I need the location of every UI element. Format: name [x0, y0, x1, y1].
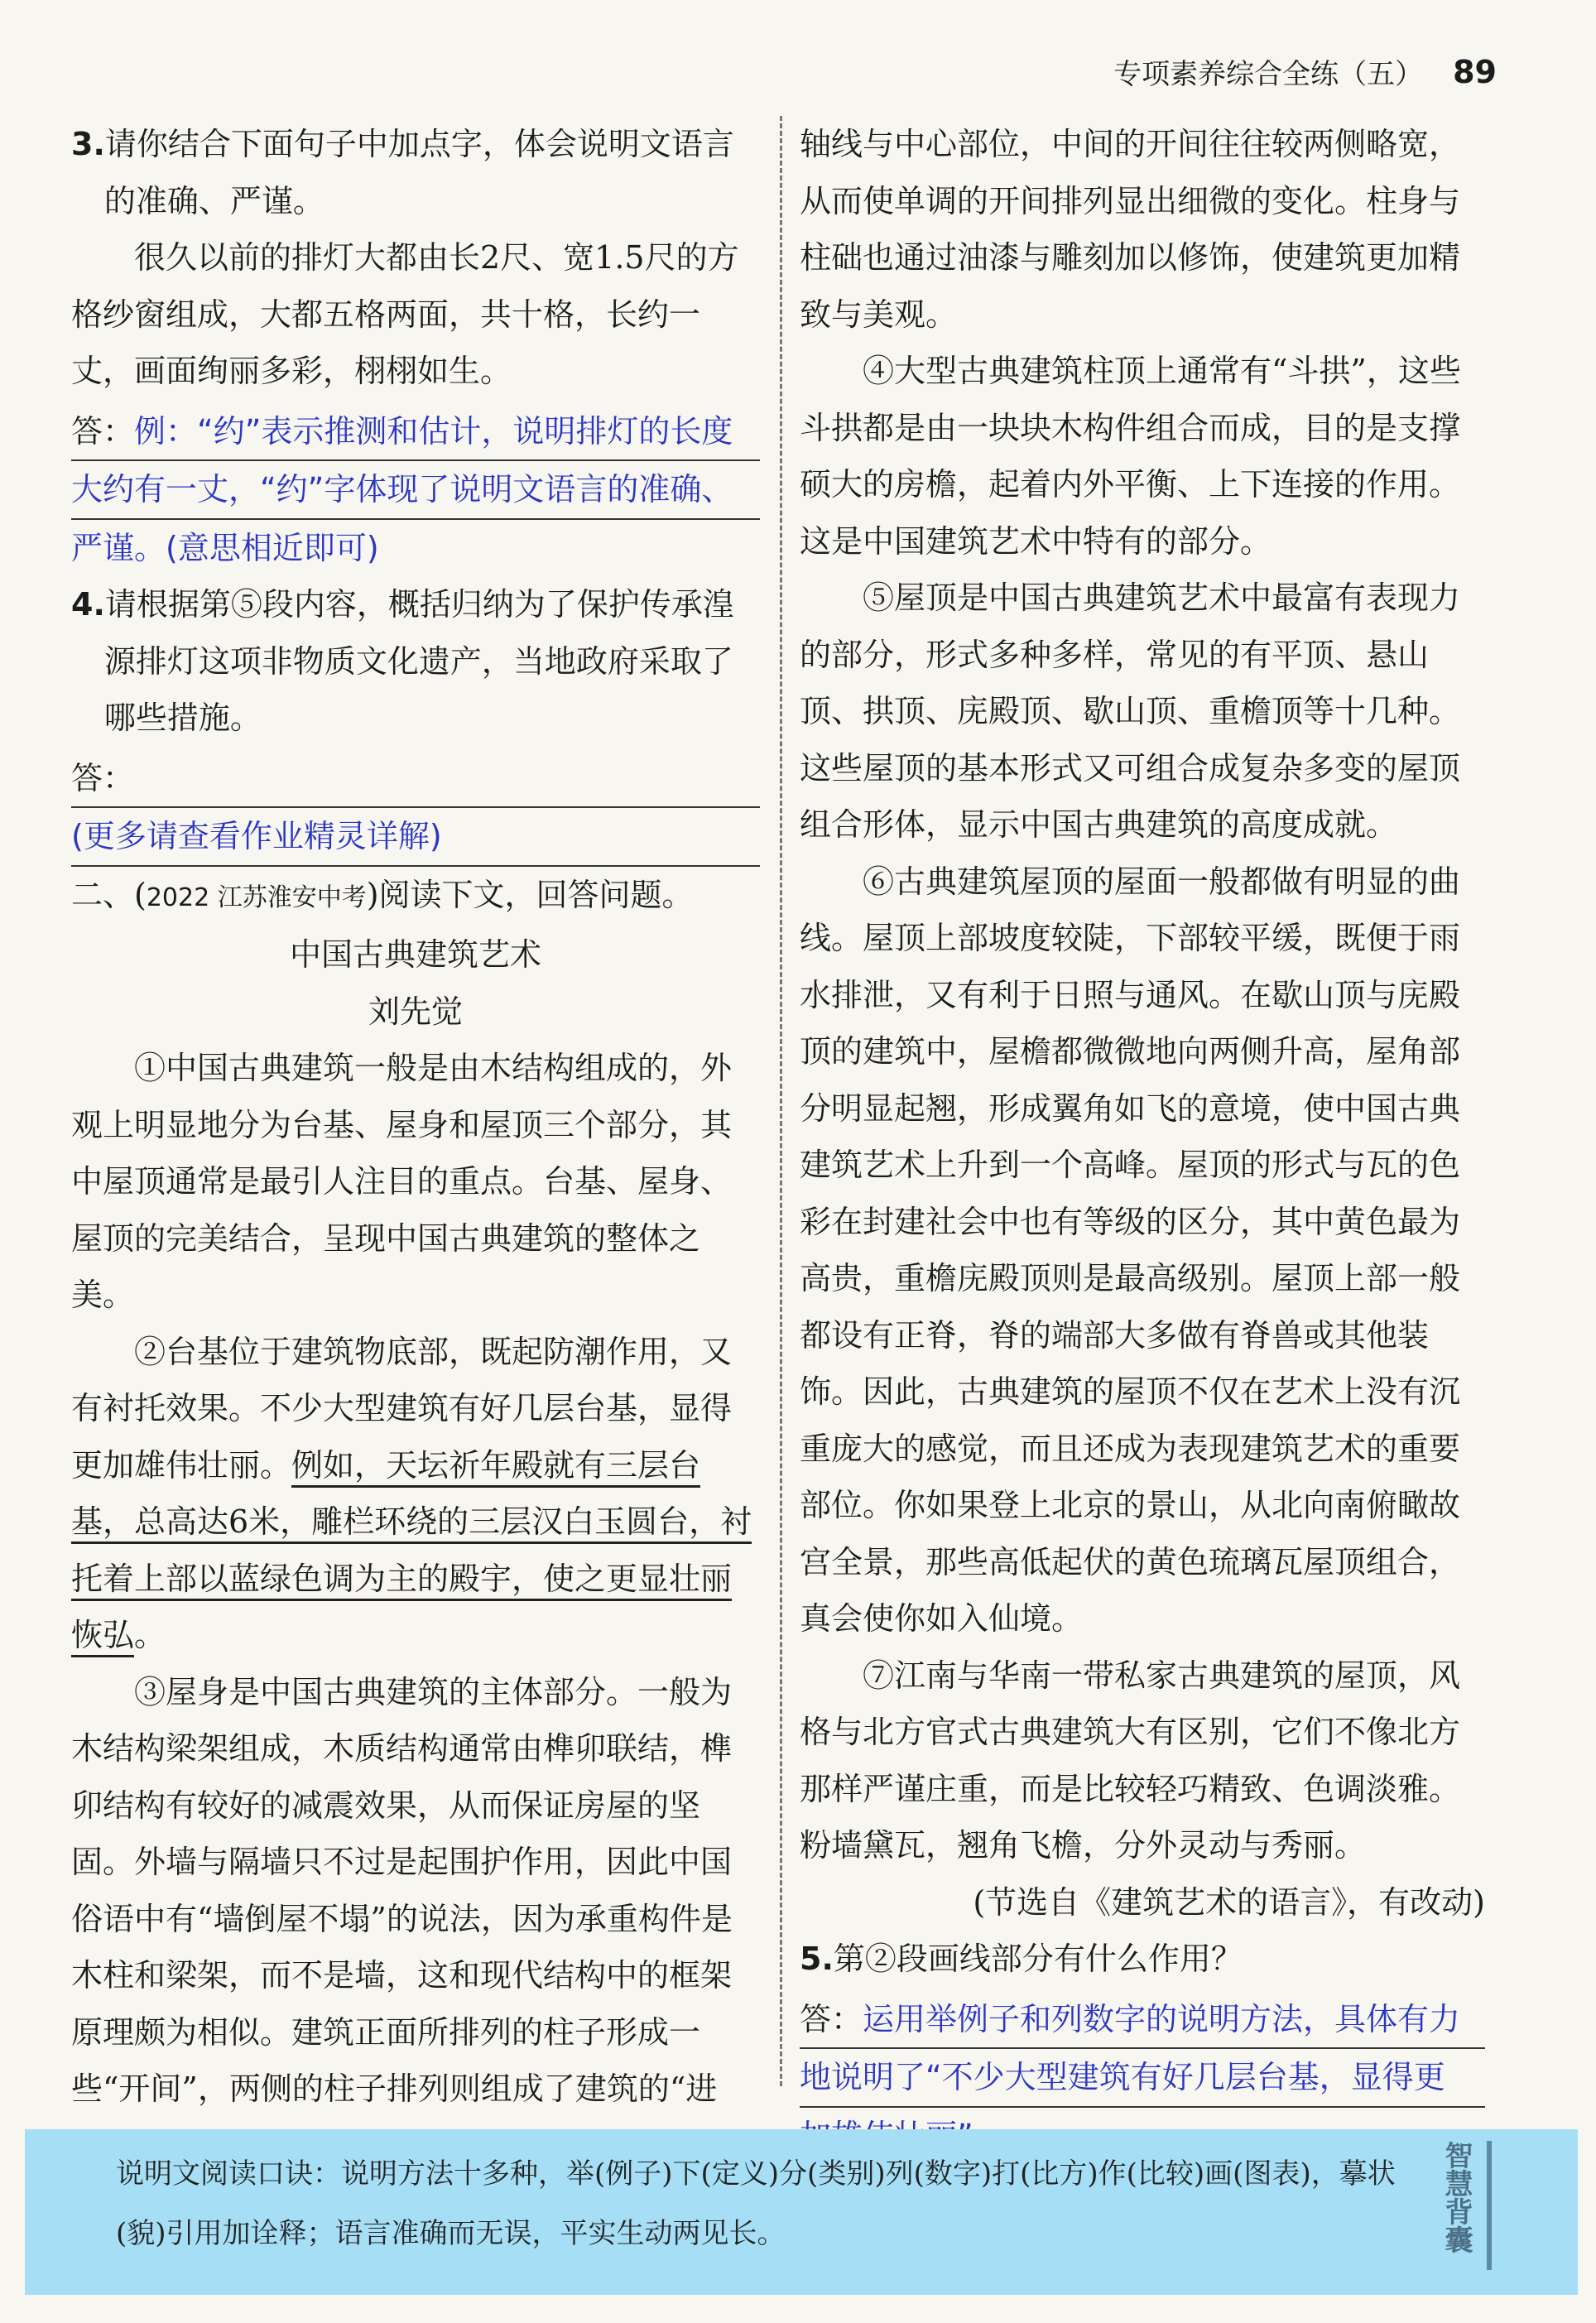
question-4-answer-area[interactable]	[71, 750, 760, 867]
answer-line	[800, 1991, 1485, 2050]
answer-text: (更多请查看作业精灵详解)	[71, 808, 760, 867]
paragraph-7: ⑦江南与华南一带私家古典建筑的屋顶，风格与北方官式古典建筑大有区别，它们不像北方那样严谨庄重，而是比较轻巧精致、色调淡雅。粉墙黛瓦，翘角飞檐，分外灵动与秀丽。	[800, 1657, 1461, 1864]
tip-label-bar	[1487, 2141, 1492, 2270]
paragraph-2-text: ②台基位于建筑物底部，既起防潮作用，又有衬托效果。不少大型建筑有好几层台基，显得更加雄伟壮丽。	[71, 1333, 733, 1484]
page-number: 89	[1453, 53, 1497, 90]
question-4-text: 请根据第⑤段内容，概括归纳为了保护传承湟源排灯这项非物质文化遗产，当地政府采取了哪些措施。	[103, 586, 734, 736]
paragraph-3: ③屋身是中国古典建筑的主体部分。一般为木结构梁架组成，木质结构通常由榫卯联结，榫卯结构有较好的减震效果，从而保证房屋的坚固。外墙与隔墙只不过是起围护作用，因此中国俗语中有“墙倒屋不塌”的说法，因为承重构件是木柱和梁架，而不是墙，这和现代结构中的框架原理颇为相似。建筑正面所排列的柱子形成一些“开间”，两侧的柱子排列则组成了建筑的“进	[71, 1673, 733, 2107]
answer-text-line-2: 地说明了“不少大型建筑有好几层台基，显得更	[800, 2049, 1485, 2108]
header-title: 专项素养综合全练（五）	[1113, 58, 1424, 91]
section-2-source: 2022 江苏淮安中考	[146, 883, 367, 912]
question-4	[71, 576, 760, 747]
column-divider	[780, 116, 782, 2086]
paragraph-4: ④大型古典建筑柱顶上通常有“斗拱”，这些斗拱都是由一块块木构件组合而成，目的是支撑硕大的房檐，起着内外平衡、上下连接的作用。这是中国建筑艺术中特有的部分。	[800, 353, 1461, 560]
section-2-heading	[71, 867, 760, 927]
answer-text-line-1: 运用举例子和列数字的说明方法，具体有力	[863, 2000, 1461, 2037]
tip-label: 智慧背囊	[1440, 2141, 1473, 2253]
paragraph-2-end: 。	[134, 1617, 166, 1653]
paragraph-1: ①中国古典建筑一般是由木结构组成的，外观上明显地分为台基、屋身和屋顶三个部分，其中屋顶通常是最引人注目的重点。台基、屋身、屋顶的完美结合，呈现中国古典建筑的整体之美。	[71, 1050, 733, 1313]
question-3-answer-area[interactable]	[71, 403, 760, 577]
left-column	[71, 116, 760, 2231]
answer-line	[71, 403, 760, 462]
paragraph-3-continued: 轴线与中心部位，中间的开间往往较两侧略宽，从而使单调的开间排列显出细微的变化。柱身与柱础也通过油漆与雕刻加以修饰，使建筑更加精致与美观。	[800, 126, 1461, 333]
section-2-suffix: )阅读下文，回答问题。	[366, 876, 694, 913]
answer-label: 答：	[71, 412, 135, 450]
page-header	[1113, 51, 1497, 92]
paragraph-2-underlined: 例如，天坛祈年殿就有三层台基，总高达6米，雕栏环绕的三层汉白玉圆台，衬托着上部以蓝绿色调为主的殿宇，使之更显壮丽恢弘	[71, 1447, 752, 1658]
paragraph-5: ⑤屋顶是中国古典建筑艺术中最富有表现力的部分，形式多种多样，常见的有平顶、悬山顶、拱顶、庑殿顶、歇山顶、重檐顶等十几种。这些屋顶的基本形式又可组合成复杂多变的屋顶组合形体，显示中国古典建筑的高度成就。	[800, 580, 1461, 843]
question-5	[800, 1931, 1485, 1988]
answer-line	[71, 750, 760, 809]
answer-text-line-3: 严谨。(意思相近即可)	[71, 529, 379, 566]
answer-label: 答：	[71, 759, 135, 796]
section-2-prefix: 二、(	[71, 876, 147, 913]
question-3-number: 3.	[71, 126, 105, 162]
question-5-number: 5.	[800, 1941, 834, 1977]
answer-text-line-2: 大约有一丈，“约”字体现了说明文语言的准确、	[71, 461, 760, 520]
source-note: (节选自《建筑艺术的语言》，有改动)	[973, 1883, 1485, 1921]
question-3-text: 请你结合下面句子中加点字，体会说明文语言的准确、严谨。	[103, 126, 734, 219]
question-3	[71, 116, 760, 229]
article-title: 中国古典建筑艺术	[289, 936, 541, 973]
tip-text: 说明文阅读口诀：说明方法十多种，举(例子)下(定义)分(类别)列(数字)打(比方)作(比较)画(图表)，摹状(貌)引用加诠释；语言准确而无误，平实生动两见长。	[116, 2157, 1396, 2250]
paragraph-6: ⑥古典建筑屋顶的屋面一般都做有明显的曲线。屋顶上部坡度较陡，下部较平缓，既便于雨水排泄，又有利于日照与通风。在歇山顶与庑殿顶的建筑中，屋檐都微微地向两侧升高，屋角部分明显起翘，形成翼角如飞的意境，使中国古典建筑艺术上升到一个高峰。屋顶的形式与瓦的色彩在封建社会中也有等级的区分，其中黄色最为高贵，重檐庑殿顶则是最高级别。屋顶上部一般都设有正脊，脊的端部大多做有脊兽或其他装饰。因此，古典建筑的屋顶不仅在艺术上没有沉重庞大的感觉，而且还成为表现建筑艺术的重要部位。你如果登上北京的景山，从北向南俯瞰故宫全景，那些高低起伏的黄色琉璃瓦屋顶组合，真会使你如入仙境。	[800, 863, 1461, 1637]
answer-label: 答：	[800, 2000, 863, 2037]
right-column	[800, 116, 1485, 2166]
answer-text-line-1: 例：“约”表示推测和估计，说明排灯的长度	[134, 412, 733, 450]
question-4-number: 4.	[71, 586, 105, 623]
paragraph-2	[71, 1324, 760, 1664]
question-3-quote: 很久以前的排灯大都由长2尺、宽1.5尺的方格纱窗组成，大都五格两面，共十格，长约一丈，画面绚丽多彩，栩栩如生。	[71, 239, 739, 389]
article-author: 刘先觉	[368, 993, 463, 1030]
question-5-text: 第②段画线部分有什么作用？	[833, 1941, 1243, 1977]
